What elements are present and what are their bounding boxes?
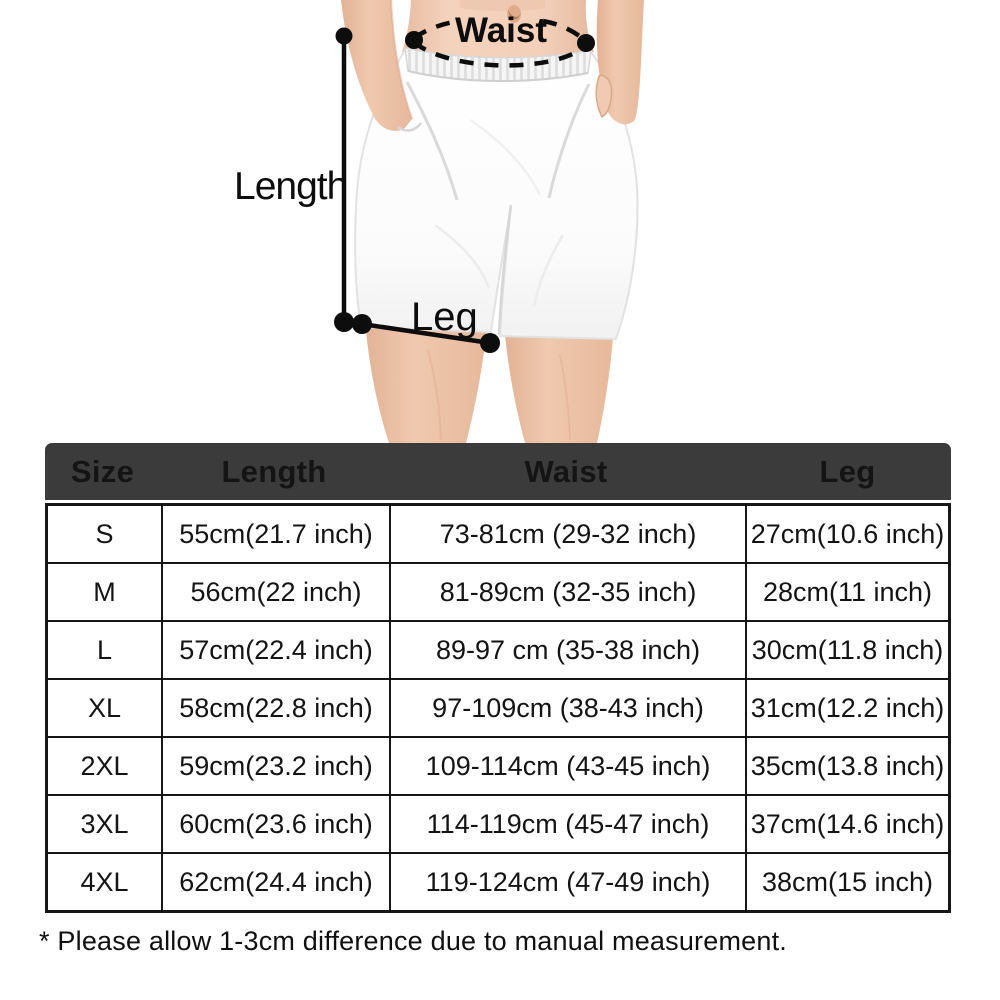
size-cell: 2XL: [48, 738, 163, 794]
waist-cell: 97-109cm (38-43 inch): [391, 680, 747, 736]
leg-dot-right: [480, 333, 500, 353]
measurement-note: * Please allow 1-3cm difference due to manual measurement.: [39, 926, 787, 956]
length-cell: 59cm(23.2 inch): [163, 738, 391, 794]
waist-cell: 114-119cm (45-47 inch): [391, 796, 747, 852]
table-body: [45, 503, 951, 913]
leg-cell: 37cm(14.6 inch): [750, 808, 945, 839]
length-dot-top: [336, 28, 353, 45]
size-cell: M: [48, 564, 163, 620]
waist-label: Waist: [454, 11, 548, 50]
size-cell: S: [48, 506, 163, 562]
table-header-length: Length: [221, 453, 327, 489]
table-row: [48, 680, 948, 738]
size-cell: 4XL: [48, 854, 163, 910]
table-header-waist: Waist: [524, 453, 608, 489]
leg-cell: 38cm(15 inch): [761, 866, 934, 897]
table-row: [48, 854, 948, 910]
waist-cell: 73-81cm (29-32 inch): [391, 506, 747, 562]
waist-cell: 81-89cm (32-35 inch): [391, 564, 747, 620]
table-header-leg: Leg: [819, 453, 876, 489]
size-cell: 3XL: [48, 796, 163, 852]
length-cell: 62cm(24.4 inch): [163, 854, 391, 910]
length-dot-bottom: [334, 312, 354, 332]
length-label: Length: [234, 165, 348, 208]
length-cell: 57cm(22.4 inch): [163, 622, 391, 678]
table-row: [48, 796, 948, 854]
waist-dot-right: [577, 34, 595, 52]
size-cell: L: [48, 622, 163, 678]
length-cell: 55cm(21.7 inch): [163, 506, 391, 562]
measurement-diagram: [0, 0, 1000, 443]
length-cell: 58cm(22.8 inch): [163, 680, 391, 736]
waist-cell: 119-124cm (47-49 inch): [391, 854, 747, 910]
model-photo: [0, 0, 1000, 443]
table-header-size: Size: [70, 453, 135, 489]
leg-dot-left: [352, 314, 372, 334]
table-row: [48, 564, 948, 622]
table-row: [48, 506, 948, 564]
waist-dot-left: [405, 31, 423, 49]
table-header-row: [45, 443, 951, 500]
leg-label: Leg: [411, 295, 478, 339]
leg-cell: 30cm(11.8 inch): [751, 634, 944, 665]
leg-cell: 35cm(13.8 inch): [750, 750, 945, 781]
waist-cell: 89-97 cm (35-38 inch): [391, 622, 747, 678]
leg-cell: 28cm(11 inch): [762, 576, 933, 607]
waist-cell: 109-114cm (43-45 inch): [391, 738, 747, 794]
size-chart-table: [45, 443, 951, 913]
size-cell: XL: [48, 680, 163, 736]
length-cell: 60cm(23.6 inch): [163, 796, 391, 852]
leg-cell: 31cm(12.2 inch): [750, 692, 945, 723]
table-row: [48, 622, 948, 680]
leg-cell: 27cm(10.6 inch): [750, 518, 945, 549]
length-cell: 56cm(22 inch): [163, 564, 391, 620]
table-row: [48, 738, 948, 796]
